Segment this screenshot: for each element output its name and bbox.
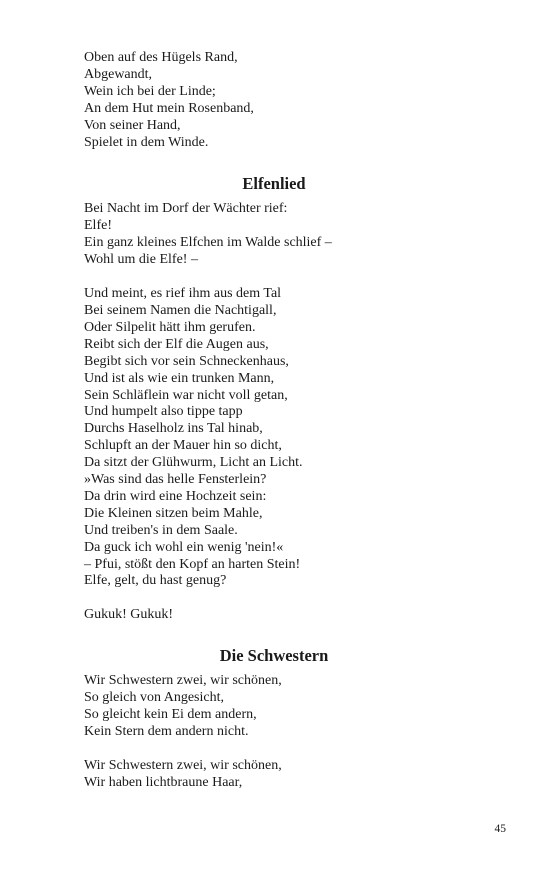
verse-line: Und meint, es rief ihm aus dem Tal: [84, 286, 282, 302]
page-body: [84, 50, 464, 792]
page-number: 45: [494, 823, 506, 835]
verse-line: So gleicht kein Ei dem andern,: [84, 707, 257, 723]
stanza: [84, 607, 464, 624]
verse-line: Bei seinem Namen die Nachtigall,: [84, 302, 277, 318]
stanza: [84, 50, 464, 151]
verse-line: Elfe!: [84, 218, 112, 234]
verse-line: Da drin wird eine Hochzeit sein:: [84, 488, 267, 504]
verse-line: Spielet in dem Winde.: [84, 134, 209, 150]
verse-line: Durchs Haselholz ins Tal hinab,: [84, 421, 263, 437]
verse-line: Oben auf des Hügels Rand,: [84, 50, 238, 65]
verse-line: Die Kleinen sitzen beim Mahle,: [84, 505, 263, 521]
poem-title: Elfenlied: [242, 174, 306, 194]
poem-continuation: [84, 50, 464, 151]
verse-line: Von seiner Hand,: [84, 117, 181, 133]
verse-line: Elfe, gelt, du hast genug?: [84, 573, 227, 589]
stanza: [84, 673, 464, 741]
verse-line: Wohl um die Elfe! –: [84, 252, 198, 268]
stanza: [84, 758, 464, 792]
verse-line: Gukuk! Gukuk!: [84, 607, 174, 623]
verse-line: Wir Schwestern zwei, wir schönen,: [84, 757, 282, 773]
verse-line: Kein Stern dem andern nicht.: [84, 724, 249, 739]
verse-line: Und humpelt also tippe tapp: [84, 404, 243, 420]
verse-line: Oder Silpelit hätt ihm gerufen.: [84, 319, 256, 335]
verse-line: Wir haben lichtbraune Haar,: [84, 774, 243, 790]
verse-line: Begibt sich vor sein Schneckenhaus,: [84, 353, 289, 369]
verse-line: Reibt sich der Elf die Augen aus,: [84, 336, 269, 352]
verse-line: Und ist als wie ein trunken Mann,: [84, 370, 275, 386]
poem-elfenlied: [84, 174, 464, 624]
verse-line: – Pfui, stößt den Kopf an harten Stein!: [84, 556, 301, 572]
stanza: [84, 286, 464, 590]
poem-die-schwestern: [84, 646, 464, 791]
poem-title: Die Schwestern: [219, 646, 329, 666]
verse-line: Wir Schwestern zwei, wir schönen,: [84, 673, 282, 689]
verse-line: Sein Schläflein war nicht voll getan,: [84, 387, 288, 403]
verse-line: Schlupft an der Mauer hin so dicht,: [84, 438, 282, 454]
verse-line: Bei Nacht im Dorf der Wächter rief:: [84, 201, 288, 217]
verse-line: Und treiben's in dem Saale.: [84, 522, 238, 538]
verse-line: Wein ich bei der Linde;: [84, 83, 216, 99]
verse-line: Da sitzt der Glühwurm, Licht an Licht.: [84, 455, 303, 471]
verse-line: So gleich von Angesicht,: [84, 690, 224, 706]
verse-line: Da guck ich wohl ein wenig 'nein!«: [84, 539, 284, 555]
verse-line: An dem Hut mein Rosenband,: [84, 100, 254, 116]
stanza: [84, 201, 464, 269]
verse-line: Ein ganz kleines Elfchen im Walde schlief –: [84, 235, 332, 251]
verse-line: »Was sind das helle Fensterlein?: [84, 472, 267, 488]
verse-line: Abgewandt,: [84, 66, 153, 82]
